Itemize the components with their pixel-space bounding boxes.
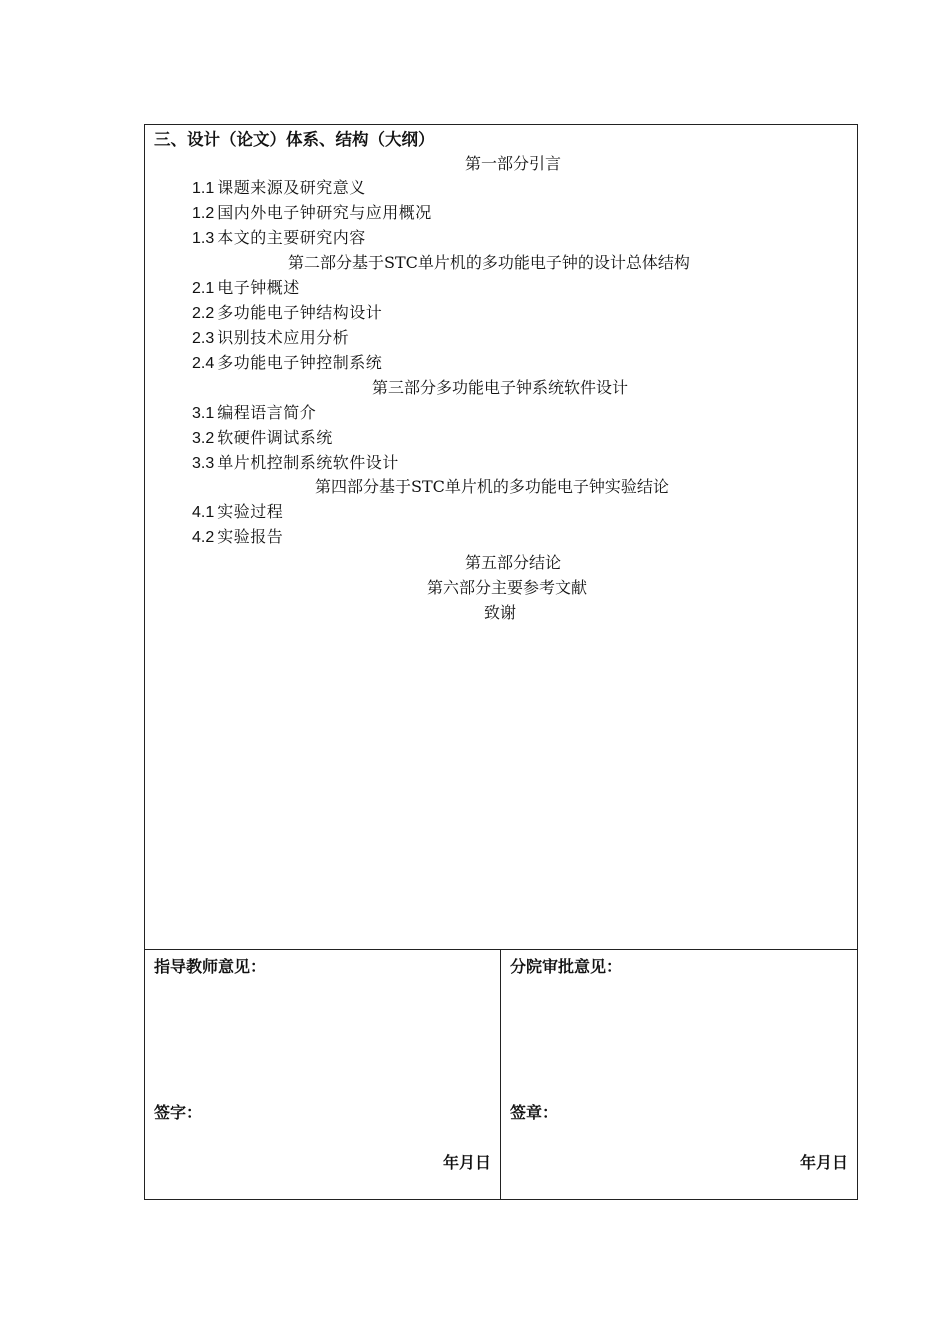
part1-title: 第一部分引言 [465,154,562,173]
item-text: 国内外电子钟研究与应用概况 [217,203,432,222]
department-opinion-cell [501,950,857,1199]
item-text: 单片机控制系统软件设计 [217,453,399,472]
outline-item-4-2 [192,526,283,549]
item-number: 4.1 [192,504,215,521]
item-text: 多功能电子钟结构设计 [217,303,383,322]
section-heading: 三、设计（论文）体系、结构（大纲） [154,130,435,149]
item-number: 2.4 [192,355,215,372]
item-number: 4.2 [192,529,215,546]
item-text: 编程语言简介 [217,403,317,422]
advisor-opinion-cell [145,950,501,1199]
item-number: 3.3 [192,455,215,472]
item-text: 实验过程 [217,502,284,521]
acknowledgement-title: 致谢 [484,603,517,622]
item-number: 2.3 [192,330,215,347]
advisor-opinion-label: 指导教师意见： [154,957,267,976]
item-number: 1.1 [192,180,215,197]
part2-title: 第二部分基于STC单片机的多功能电子钟的设计总体结构 [288,253,690,272]
outline-item-4-1 [192,501,283,524]
item-number: 2.2 [192,305,215,322]
item-text: 课题来源及研究意义 [217,178,366,197]
item-text: 多功能电子钟控制系统 [217,353,383,372]
department-opinion-label: 分院审批意见： [510,957,623,976]
part3-title: 第三部分多功能电子钟系统软件设计 [372,378,629,397]
item-text: 本文的主要研究内容 [217,228,366,247]
department-date-label: 年月日 [799,1153,848,1172]
outline-item-3-1 [192,402,316,425]
item-text: 软硬件调试系统 [217,428,333,447]
advisor-signature-label: 签字： [154,1103,203,1122]
item-number: 3.1 [192,405,215,422]
outline-item-1-3 [192,227,366,250]
outline-item-3-3 [192,452,399,475]
outline-item-1-2 [192,202,432,225]
outline-item-2-4 [192,352,382,375]
part5-title: 第五部分结论 [465,553,562,572]
part6-title: 第六部分主要参考文献 [427,578,588,597]
outline-item-2-1 [192,277,300,300]
outline-item-1-1 [192,177,366,200]
item-text: 识别技术应用分析 [217,328,350,347]
item-number: 2.1 [192,280,215,297]
advisor-date-label: 年月日 [442,1153,491,1172]
outline-item-2-3 [192,327,349,350]
item-number: 1.3 [192,230,215,247]
outline-item-2-2 [192,302,382,325]
item-text: 实验报告 [217,527,284,546]
department-seal-label: 签章： [510,1103,559,1122]
item-number: 3.2 [192,430,215,447]
item-number: 1.2 [192,205,215,222]
outline-cell [145,125,857,950]
proposal-form-table [144,124,858,1200]
part4-title: 第四部分基于STC单片机的多功能电子钟实验结论 [315,477,669,496]
item-text: 电子钟概述 [217,278,300,297]
outline-item-3-2 [192,427,333,450]
